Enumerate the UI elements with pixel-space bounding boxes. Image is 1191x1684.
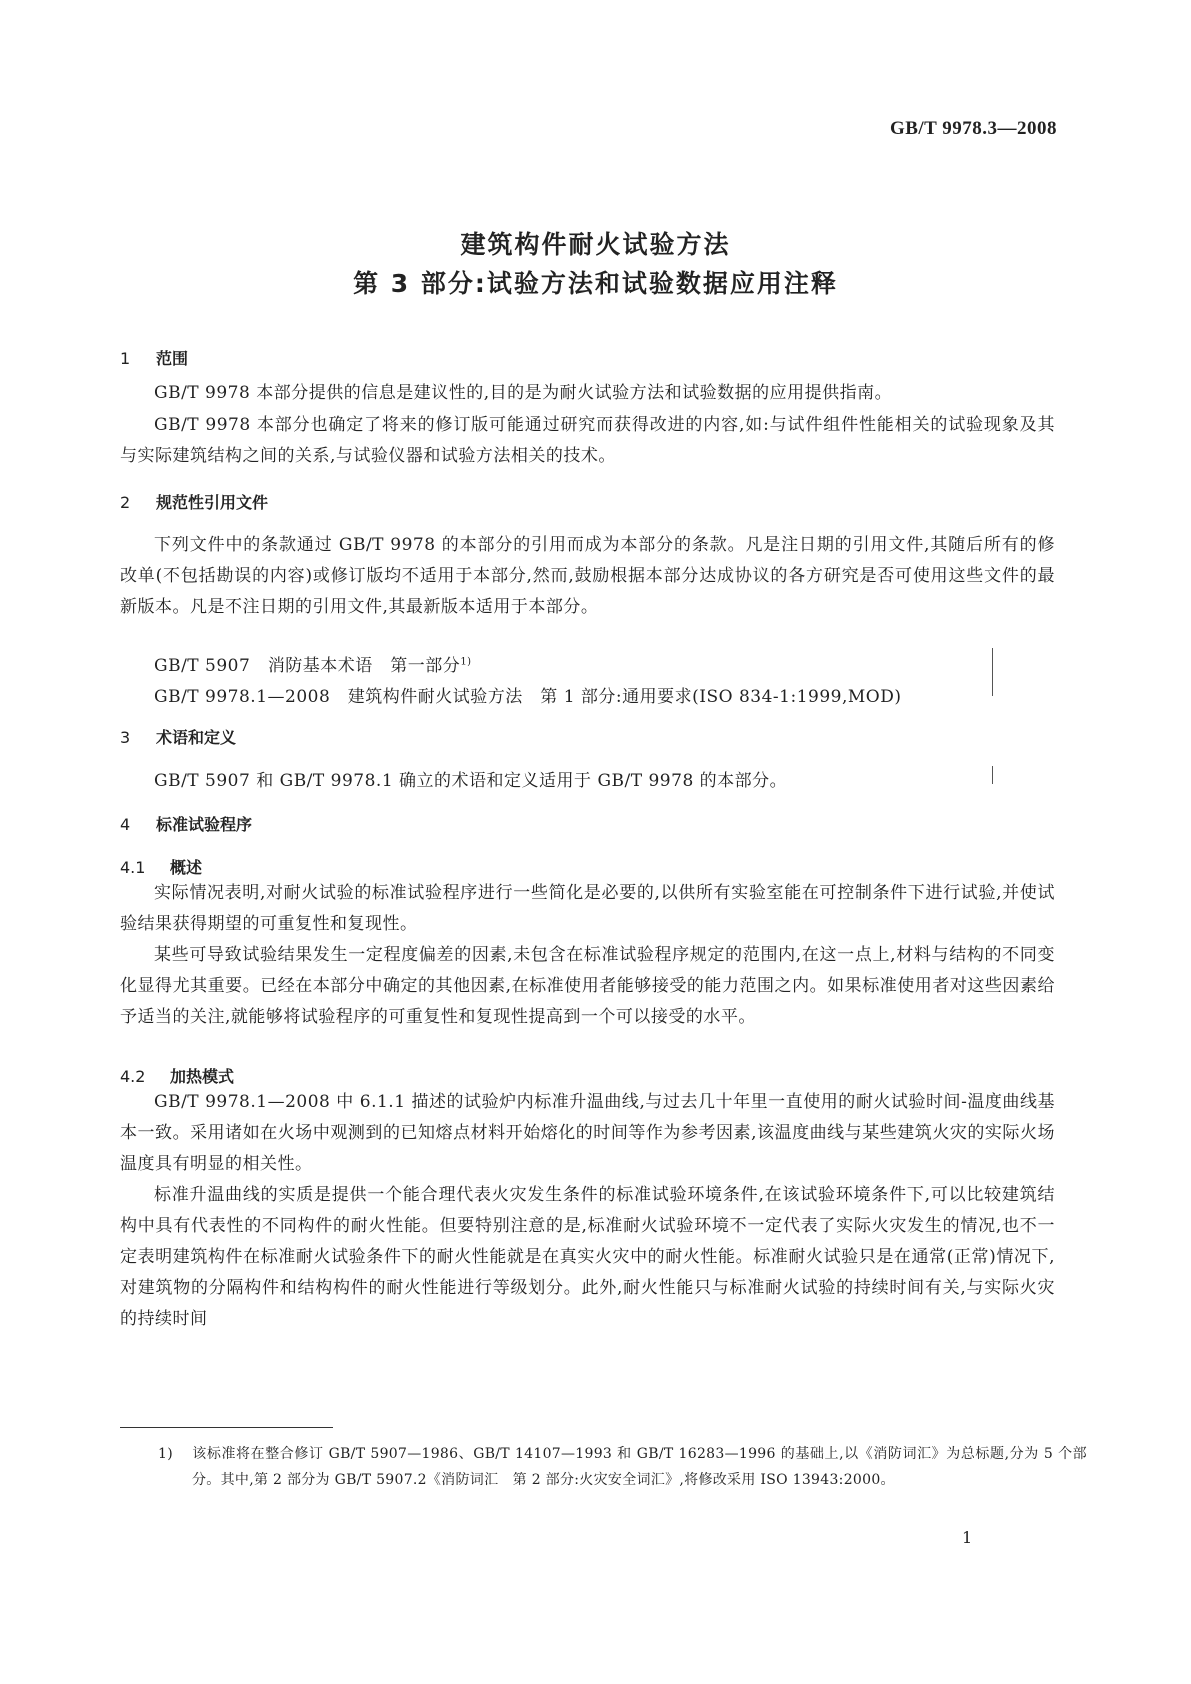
revision-bar <box>992 766 993 784</box>
reference-title: 消防基本术语 第一部分 <box>267 656 461 676</box>
standard-code: GB/T 9978.3—2008 <box>889 118 1057 139</box>
subsection-4-1-paragraph-2: 某些可导致试验结果发生一定程度偏差的因素,未包含在标准试验程序规定的范围内,在这一点上,材料与结构的不同变化显得尤其重要。已经在本部分中确定的其他因素,在标准使用者能够接受的能力范围之内。如果标准使用者对这些因素给予适当的关注,就能够将试验程序的可重复性和复现性提高到一个可以接受的水平。 <box>120 945 1055 1027</box>
subsection-title: 概述 <box>170 858 203 877</box>
subsection-number: 4.1 <box>120 858 146 877</box>
section-title: 范围 <box>156 349 189 368</box>
section-2-heading <box>120 490 268 513</box>
footnote <box>158 1441 1087 1493</box>
section-title: 规范性引用文件 <box>156 493 269 512</box>
subsection-4-2-paragraph-2: 标准升温曲线的实质是提供一个能合理代表火灾发生条件的标准试验环境条件,在该试验环境条件下,可以比较建筑结构中具有代表性的不同构件的耐火性能。但要特别注意的是,标准耐火试验环境不一定代表了实际火灾发生的情况,也不一定表明建筑构件在标准耐火试验条件下的耐火性能就是在真实火灾中的耐火性能。标准耐火试验只是在通常(正常)情况下,对建筑物的分隔构件和结构构件的耐火性能进行等级划分。此外,耐火性能只与标准耐火试验的持续时间有关,与实际火灾的持续时间 <box>120 1185 1055 1329</box>
section-number: 3 <box>120 728 131 747</box>
revision-bar <box>992 648 993 696</box>
document-title: 建筑构件耐火试验方法 <box>460 230 731 259</box>
subsection-4-1-paragraph-1: 实际情况表明,对耐火试验的标准试验程序进行一些简化是必要的,以供所有实验室能在可控制条件下进行试验,并使试验结果获得期望的可重复性和复现性。 <box>120 883 1055 934</box>
subsection-title: 加热模式 <box>170 1067 235 1086</box>
reference-item <box>154 651 472 676</box>
subsection-4-2-heading <box>120 1064 234 1087</box>
document-subtitle: 第 3 部分:试验方法和试验数据应用注释 <box>353 269 838 298</box>
subsection-4-1-heading <box>120 855 202 878</box>
section-number: 1 <box>120 349 131 368</box>
reference-code: GB/T 5907 <box>154 656 251 676</box>
reference-item <box>154 682 902 707</box>
footnote-mark[interactable]: 1) <box>460 656 472 668</box>
section-1-paragraph-2: GB/T 9978 本部分也确定了将来的修订版可能通过研究而获得改进的内容,如:与试件组件性能相关的试验现象及其与实际建筑结构之间的关系,与试验仪器和试验方法相关的技术。 <box>120 415 1055 466</box>
footnote-mark: 1) <box>158 1446 173 1462</box>
reference-title: 建筑构件耐火试验方法 第 1 部分:通用要求(ISO 834-1:1999,MOD) <box>347 687 902 707</box>
section-2-paragraph: 下列文件中的条款通过 GB/T 9978 的本部分的引用而成为本部分的条款。凡是注日期的引用文件,其随后所有的修改单(不包括勘误的内容)或修订版均不适用于本部分,然而,鼓励根据本部分达成协议的各方研究是否可使用这些文件的最新版本。凡是不注日期的引用文件,其最新版本适用于本部分。 <box>120 535 1055 617</box>
footnote-separator <box>120 1427 333 1428</box>
section-3-heading <box>120 725 236 748</box>
section-1-paragraph-1: GB/T 9978 本部分提供的信息是建议性的,目的是为耐火试验方法和试验数据的应用提供指南。 <box>154 383 893 403</box>
section-4-heading <box>120 812 252 835</box>
section-1-heading <box>120 346 188 369</box>
footnote-text: 该标准将在整合修订 GB/T 5907—1986、GB/T 14107—1993 和 GB/T 16283—1996 的基础上,以《消防词汇》为总标题,分为 5 个部分。其中,第 2 部分为 GB/T 5907.2《消防词汇 第 2 部分:火灾安全词汇》,将修改采用 ISO 13943:2000。 <box>192 1446 1087 1488</box>
section-number: 4 <box>120 815 131 834</box>
reference-code: GB/T 9978.1—2008 <box>154 687 331 707</box>
section-title: 术语和定义 <box>156 728 237 747</box>
subsection-4-2-paragraph-1: GB/T 9978.1—2008 中 6.1.1 描述的试验炉内标准升温曲线,与过去几十年里一直使用的耐火试验时间-温度曲线基本一致。采用诸如在火场中观测到的已知熔点材料开始熔化的时间等作为参考因素,该温度曲线与某些建筑火灾的实际火场温度具有明显的相关性。 <box>120 1092 1055 1174</box>
section-3-paragraph: GB/T 5907 和 GB/T 9978.1 确立的术语和定义适用于 GB/T 9978 的本部分。 <box>154 771 788 791</box>
section-title: 标准试验程序 <box>156 815 253 834</box>
page-number: 1 <box>962 1528 973 1547</box>
subsection-number: 4.2 <box>120 1067 146 1086</box>
section-number: 2 <box>120 493 131 512</box>
